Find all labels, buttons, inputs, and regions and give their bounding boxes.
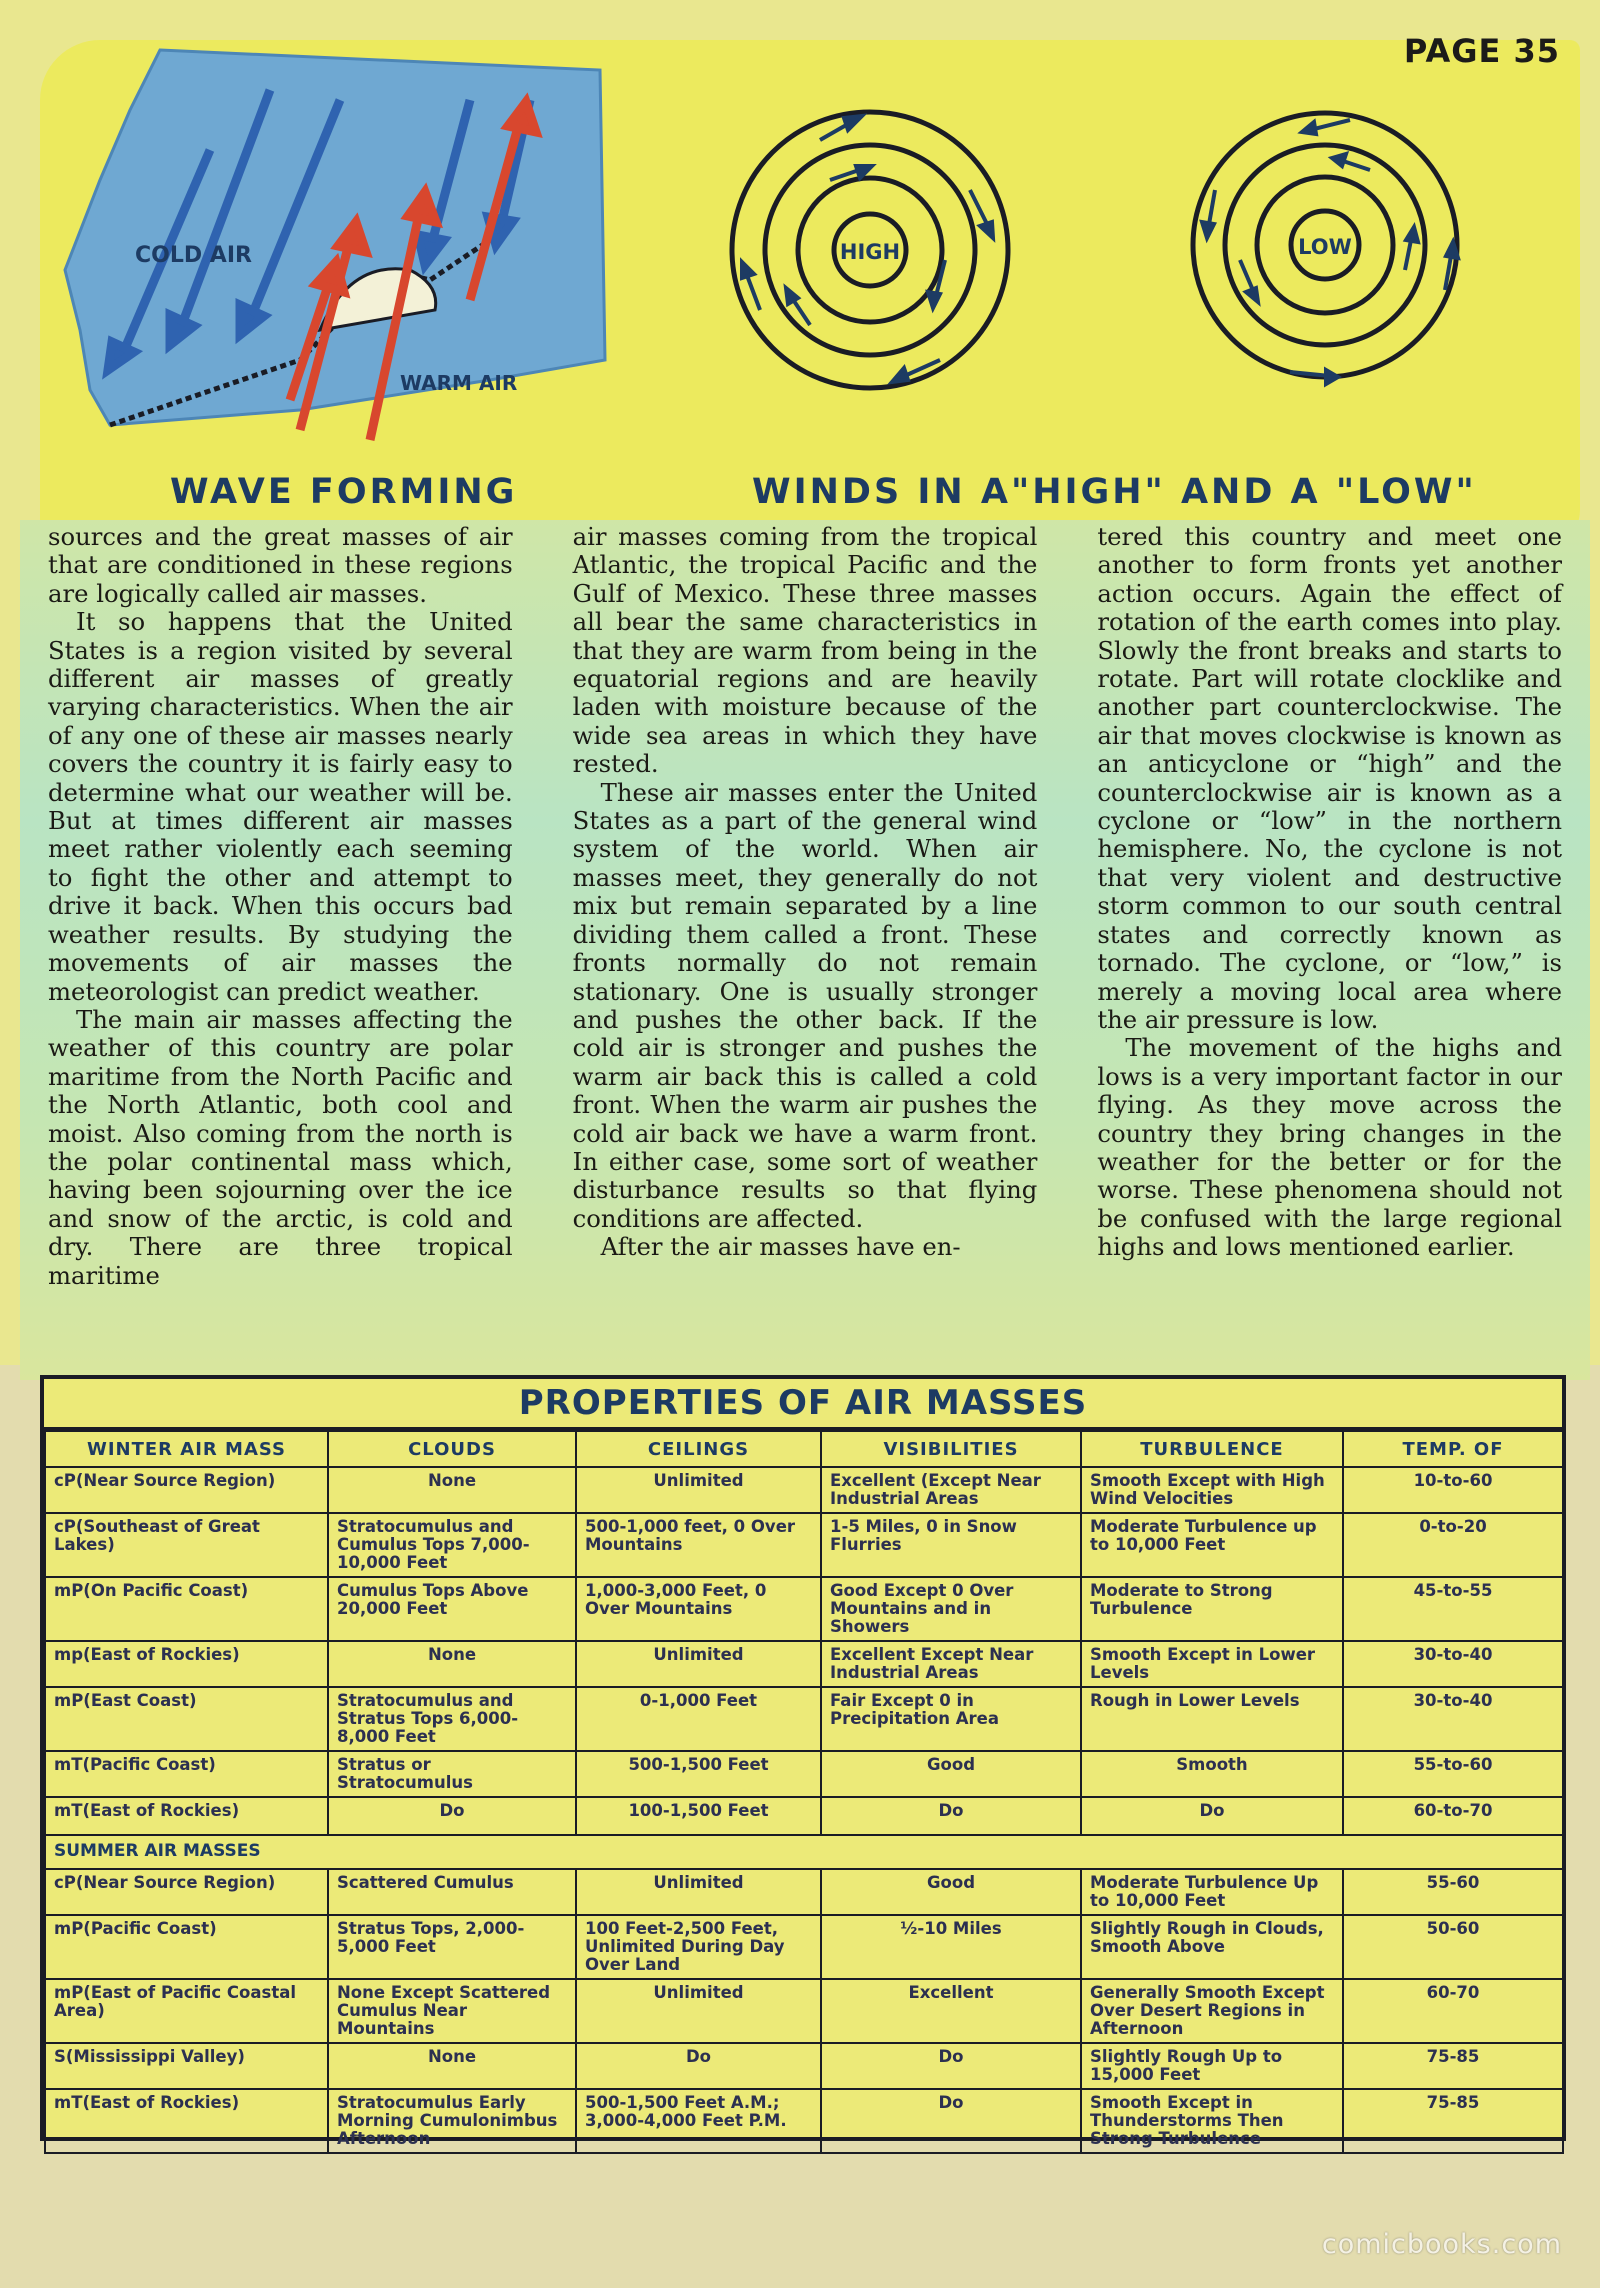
table-cell: 100 Feet-2,500 Feet, Unlimited During Day Over Land [576,1915,821,1979]
table-cell: 10-to-60 [1343,1467,1563,1513]
table-cell: 50-60 [1343,1915,1563,1979]
table-cell: 0-to-20 [1343,1513,1563,1577]
summer-section-label: SUMMER AIR MASSES [45,1835,1563,1869]
air-masses-grid [44,1430,1564,2154]
table-row [45,1797,1563,1835]
table-cell: 500-1,000 feet, 0 Over Mountains [576,1513,821,1577]
table-cell: Stratocumulus Early Morning Cumulonimbus Afternoon [328,2089,576,2153]
table-cell: 1-5 Miles, 0 in Snow Flurries [821,1513,1081,1577]
paragraph: It so happens that the United States is a region visited by several different air masses of greatly varying characteristics. When the air of any one of these air masses nearly covers the country it is fairly easy to determine what our weather will be. But at times different air masses meet rather violently each seeming to fight the other and attempt to drive it back. When this occurs bad weather results. By studying the movements of air masses the meteorologist can predict weather. [48,607,513,1006]
table-row [45,1869,1563,1915]
table-row [45,1979,1563,2043]
column-header: TEMP. OF [1343,1431,1563,1467]
table-cell: 60-to-70 [1343,1797,1563,1835]
low-label: LOW [1298,235,1352,259]
table-header-row [45,1431,1563,1467]
table-title: PROPERTIES OF AIR MASSES [44,1379,1562,1430]
page-number: PAGE 35 [1403,32,1560,70]
table-cell: 30-to-40 [1343,1687,1563,1751]
table-cell: Smooth Except with High Wind Velocities [1081,1467,1343,1513]
table-cell: 75-85 [1343,2043,1563,2089]
paragraph: These air masses enter the United States as a part of the general wind system of the world. When air masses meet, they generally do not mix but remain separated by a line dividing them called a front. These fronts normally do not remain stationary. One is usually stronger and pushes the other back. If the cold air is stronger and pushes the warm air back this is called a cold front. When the warm air pushes the cold air back we have a warm front. In either case, some sort of weather disturbance results so that flying conditions are affected. [572,777,1038,1233]
table-cell: Slightly Rough Up to 15,000 Feet [1081,2043,1343,2089]
table-cell: Unlimited [576,1641,821,1687]
table-cell: Excellent (Except Near Industrial Areas [821,1467,1081,1513]
article-body [48,523,1562,1358]
table-cell: 0-1,000 Feet [576,1687,821,1751]
high-pressure-diagram [720,100,1020,400]
table-cell: None [328,1641,576,1687]
warm-air-label: WARM AIR [400,371,518,395]
table-cell: Unlimited [576,1869,821,1915]
air-mass-cell: mT(Pacific Coast) [45,1751,328,1797]
table-row [45,1577,1563,1641]
table-cell: 45-to-55 [1343,1577,1563,1641]
table-cell: Smooth Except in Thunderstorms Then Strong Turbulence [1081,2089,1343,2153]
high-label: HIGH [839,240,901,264]
article-column-3 [1097,523,1562,1358]
paragraph: After the air masses have en- [600,1232,961,1262]
table-cell: Moderate to Strong Turbulence [1081,1577,1343,1641]
air-mass-cell: cP(Southeast of Great Lakes) [45,1513,328,1577]
table-cell: Do [821,2043,1081,2089]
table-cell: Stratocumulus and Cumulus Tops 7,000-10,000 Feet [328,1513,576,1577]
table-cell: Good [821,1751,1081,1797]
table-cell: Do [576,2043,821,2089]
wave-forming-caption: WAVE FORMING [170,472,518,512]
winter-rows [45,1467,1563,1835]
low-pressure-diagram [1180,100,1480,400]
air-mass-cell: mT(East of Rockies) [45,1797,328,1835]
table-cell: Smooth Except in Lower Levels [1081,1641,1343,1687]
table-cell: 500-1,500 Feet [576,1751,821,1797]
article-column-1 [48,523,513,1358]
table-cell: Do [328,1797,576,1835]
table-cell: None [328,2043,576,2089]
summer-rows [45,1869,1563,2153]
paragraph: The main air masses affecting the weather of this country are polar maritime from the North Pacific and the North Atlantic, both cool and moist. Also coming from the north is the polar continental mass which, having been sojourning over the ice and snow of the arctic, is cold and dry. There are three tropical maritime [48,1004,513,1290]
table-cell: Smooth [1081,1751,1343,1797]
table-cell: 1,000-3,000 Feet, 0 Over Mountains [576,1577,821,1641]
table-cell: Moderate Turbulence Up to 10,000 Feet [1081,1869,1343,1915]
table-cell: Moderate Turbulence up to 10,000 Feet [1081,1513,1343,1577]
article-column-2 [573,523,1038,1358]
table-cell: Do [821,1797,1081,1835]
air-mass-cell: mP(East of Pacific Coastal Area) [45,1979,328,2043]
air-mass-cell: mT(East of Rockies) [45,2089,328,2153]
table-cell: 55-to-60 [1343,1751,1563,1797]
table-cell: Slightly Rough in Clouds, Smooth Above [1081,1915,1343,1979]
table-cell: Fair Except 0 in Precipitation Area [821,1687,1081,1751]
column-header: TURBULENCE [1081,1431,1343,1467]
table-cell: Do [821,2089,1081,2153]
summer-section [45,1835,1563,1869]
column-header: VISIBILITIES [821,1431,1081,1467]
table-row [45,1513,1563,1577]
column-header: CLOUDS [328,1431,576,1467]
paragraph: air masses coming from the tropical Atlantic, the tropical Pacific and the Gulf of Mexico. These three masses all bear the same characteristics in that they are warm from being in the equatorial regions and are heavily laden with moisture because of the wide sea areas in which they have rested. [572,522,1038,779]
table-cell: 100-1,500 Feet [576,1797,821,1835]
paragraph: The movement of the highs and lows is a very important factor in our flying. As they move across the country they bring changes in the weather for the better or for the worse. These phenomena should not be confused with the large regional highs and lows mentioned earlier. [1097,1033,1563,1262]
table-cell: Cumulus Tops Above 20,000 Feet [328,1577,576,1641]
air-mass-cell: mP(Pacific Coast) [45,1915,328,1979]
table-cell: None Except Scattered Cumulus Near Mountains [328,1979,576,2043]
table-row [45,1641,1563,1687]
table-row [45,2089,1563,2153]
table-cell: Generally Smooth Except Over Desert Regions in Afternoon [1081,1979,1343,2043]
air-mass-cell: cP(Near Source Region) [45,1467,328,1513]
table-row [45,2043,1563,2089]
cold-air-label: COLD AIR [135,243,252,268]
table-cell: 500-1,500 Feet A.M.; 3,000-4,000 Feet P.M. [576,2089,821,2153]
table-cell: 60-70 [1343,1979,1563,2043]
table-cell: 75-85 [1343,2089,1563,2153]
table-cell: Good Except 0 Over Mountains and in Showers [821,1577,1081,1641]
air-mass-cell: mP(On Pacific Coast) [45,1577,328,1641]
table-cell: Stratocumulus and Stratus Tops 6,000-8,000 Feet [328,1687,576,1751]
table-cell: 30-to-40 [1343,1641,1563,1687]
table-cell: Good [821,1869,1081,1915]
table-cell: Excellent Except Near Industrial Areas [821,1641,1081,1687]
air-mass-cell: S(Mississippi Valley) [45,2043,328,2089]
air-mass-cell: mP(East Coast) [45,1687,328,1751]
summer-section-row [45,1835,1563,1869]
table-row [45,1467,1563,1513]
table-cell: Scattered Cumulus [328,1869,576,1915]
table-cell: Stratus or Stratocumulus [328,1751,576,1797]
table-cell: None [328,1467,576,1513]
air-mass-cell: mp(East of Rockies) [45,1641,328,1687]
column-header: WINTER AIR MASS [45,1431,328,1467]
wave-forming-illustration [50,30,620,450]
table-cell: Unlimited [576,1467,821,1513]
column-header: CEILINGS [576,1431,821,1467]
winds-caption: WINDS IN A"HIGH" AND A "LOW" [752,472,1477,512]
air-mass-cell: cP(Near Source Region) [45,1869,328,1915]
table-cell: Rough in Lower Levels [1081,1687,1343,1751]
table-row [45,1687,1563,1751]
table-row [45,1751,1563,1797]
table-cell: Do [1081,1797,1343,1835]
air-masses-table [40,1375,1566,2148]
table-cell: ½-10 Miles [821,1915,1081,1979]
table-cell: 55-60 [1343,1869,1563,1915]
table-cell: Unlimited [576,1979,821,2043]
watermark: comicbooks.com [1321,2229,1562,2260]
paragraph: tered this country and meet one another to form fronts yet another action occurs. Again the effect of rotation of the earth comes into play. Slowly the front breaks and starts to rotate. Part will rotate clocklike and another part counterclockwise. The air that moves clockwise is known as an anticyclone or “high” and the counterclockwise air is known as a cyclone or “low” in the northern hemisphere. No, the cyclone is not that very violent and destructive storm common to our south central states and correctly known as tornado. The cyclone, or “low,” is merely a moving local area where the air pressure is low. [1097,522,1563,1034]
paragraph: sources and the great masses of air that are conditioned in these regions are logically called air masses. [48,522,513,608]
table-row [45,1915,1563,1979]
table-cell: Excellent [821,1979,1081,2043]
table-cell: Stratus Tops, 2,000-5,000 Feet [328,1915,576,1979]
